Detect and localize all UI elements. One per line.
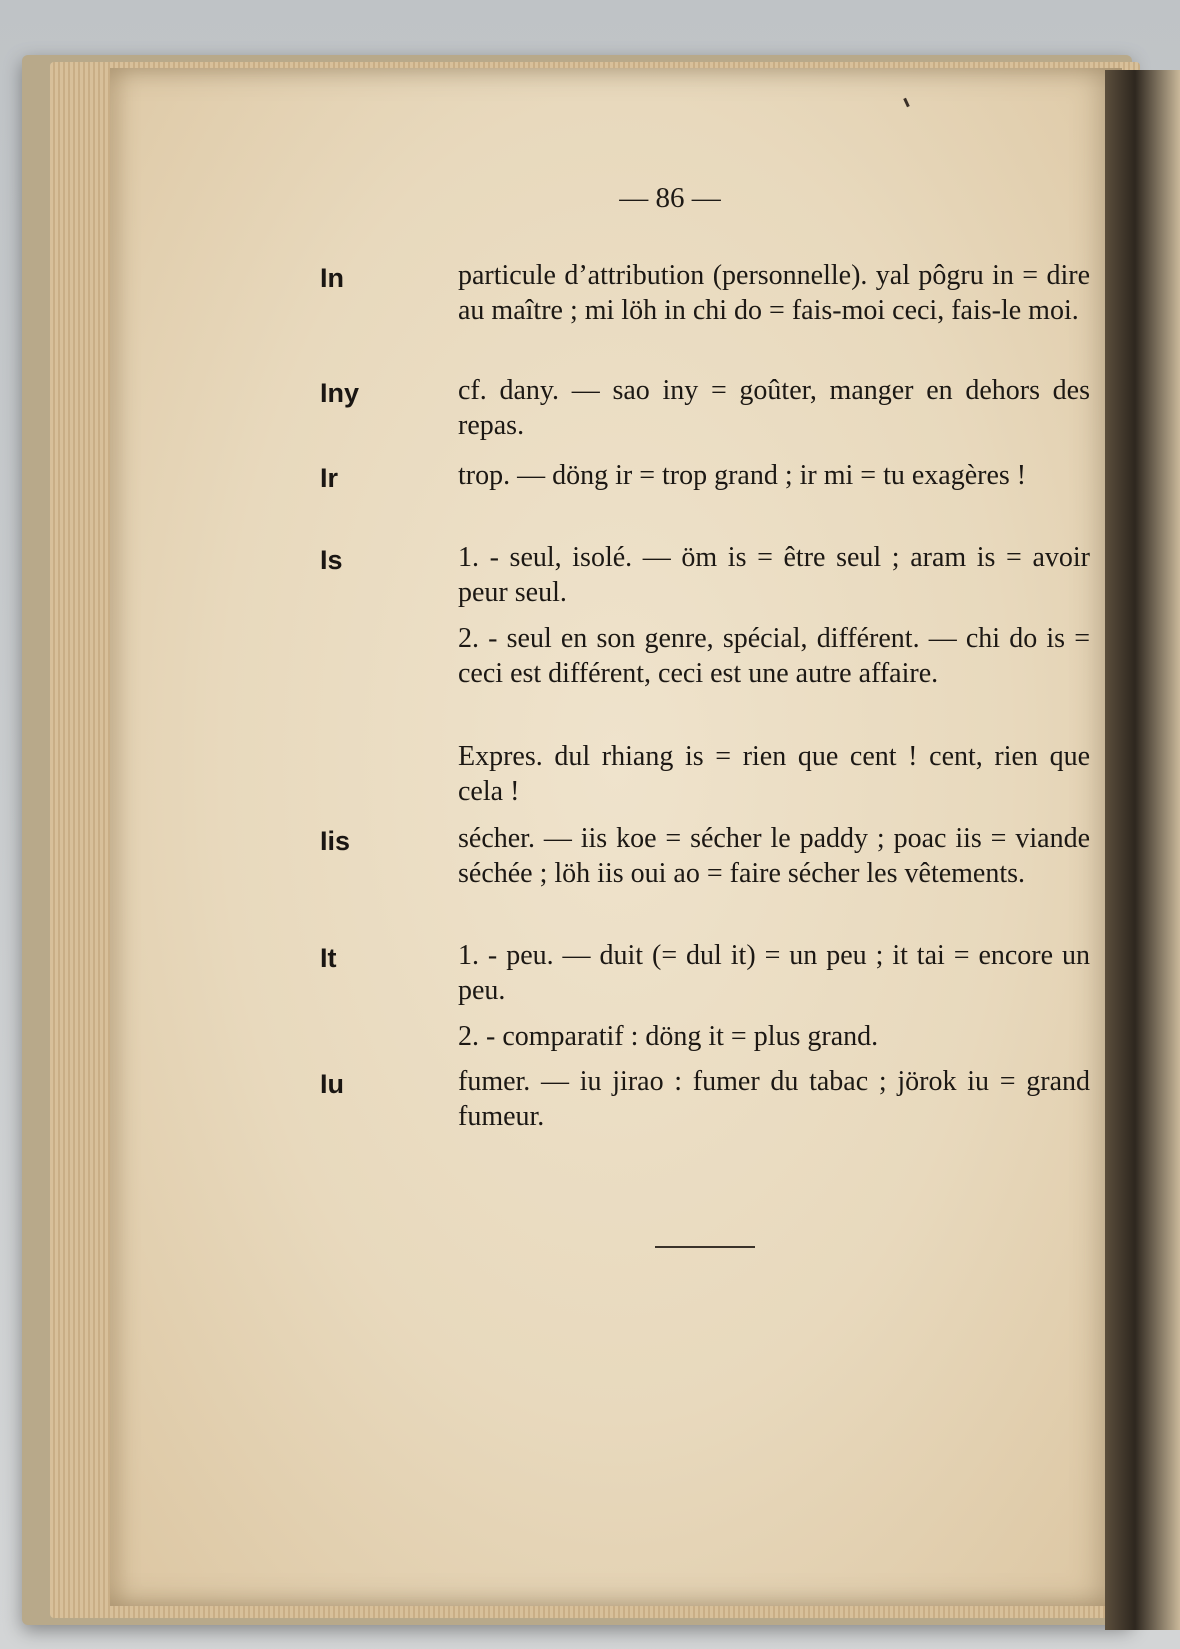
headword: Iu <box>320 1069 344 1099</box>
headword: Iis <box>320 826 351 856</box>
definition: trop. — döng ir = trop grand ; ir mi = tu exagères ! <box>458 460 1027 491</box>
definition-expression: Expres. dul rhiang is = rien que cent ! cent, rien que cela ! <box>458 741 1090 807</box>
page-number: — 86 — <box>619 182 721 214</box>
definition-sense-1: 1. - seul, isolé. — öm is = être seul ; aram is = avoir peur seul. <box>458 542 1090 608</box>
headword: Iny <box>320 378 360 408</box>
headword: Ir <box>320 463 339 493</box>
definition: particule d’attribution (personnelle). yal pôgru in = dire au maître ; mi löh in chi do = fais-moi ceci, fais-le moi. <box>458 260 1090 326</box>
definition: sécher. — iis koe = sécher le paddy ; poac iis = viande séchée ; löh iis oui ao = faire sécher les vêtements. <box>458 823 1090 889</box>
definition-sense-1: 1. - peu. — duit (= dul it) = un peu ; it tai = encore un peu. <box>458 940 1090 1006</box>
headword: Is <box>320 545 343 575</box>
headword: It <box>320 943 337 973</box>
definition: cf. dany. — sao iny = goûter, manger en dehors des repas. <box>458 375 1090 441</box>
definition-sense-2: 2. - comparatif : döng it = plus grand. <box>458 1021 879 1052</box>
definition: fumer. — iu jirao : fumer du tabac ; jörok iu = grand fumeur. <box>458 1066 1090 1132</box>
section-end-rule <box>655 1246 755 1248</box>
definition-sense-2: 2. - seul en son genre, spécial, différent. — chi do is = ceci est différent, ceci est une autre affaire. <box>458 623 1090 689</box>
headword: In <box>320 263 344 293</box>
